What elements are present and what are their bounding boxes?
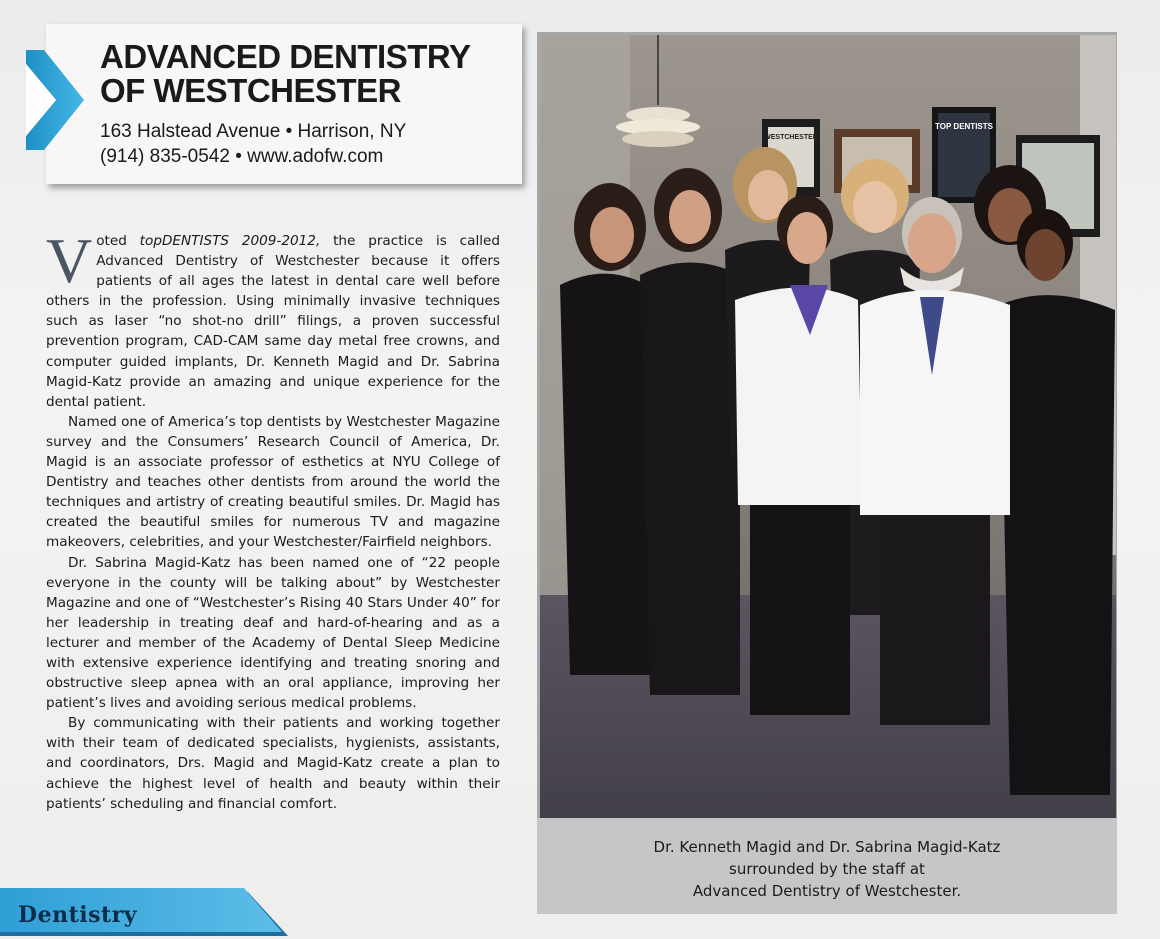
paragraph-3: Dr. Sabrina Magid-Katz has been named one of “22 people everyone in the county will be talking about” by Westchester Magazine and one of “Westchester’s Rising 40 Stars Under 40” for her leadership in treating deaf and hard-of-hearing and as a lecturer and member of the Academy of Dental Sleep Medicine with extensive experience identifying and treating snoring and obstructive sleep apnea with an oral appliance, improving her patient’s lives and avoiding serious medical problems. <box>46 554 500 712</box>
p1-start: oted <box>96 233 140 249</box>
sign-top-dentists: TOP DENTISTS <box>935 122 993 131</box>
chevron-right-icon <box>26 50 84 150</box>
page-title <box>100 40 510 108</box>
photo-illustration <box>540 35 1116 818</box>
sign-westchester: WESTCHESTER <box>764 134 818 141</box>
article-body <box>46 225 500 814</box>
photo-caption <box>537 836 1117 902</box>
drop-cap: V <box>46 225 93 296</box>
p1-emphasis: topDENTISTS 2009-2012, <box>139 233 321 249</box>
address-line: 163 Halstead Avenue • Harrison, NY <box>100 121 407 142</box>
title-line-2: OF WESTCHESTER <box>100 72 402 109</box>
paragraph-2: Named one of America’s top dentists by Westchester Magazine survey and the Consumers’ Research Council of America, Dr. Magid is an associate professor of esthetics at NYU College of Dentistry and teaches other dentists from around the world the techniques and artistry of creating beautiful smiles. Dr. Magid has created the beautiful smiles for numerous TV and magazine makeovers, celebrities, and your Westchester/Fairfield neighbors. <box>46 413 500 551</box>
caption-line-2: surrounded by the staff at <box>729 860 925 878</box>
paragraph-1 <box>46 225 500 412</box>
staff-group-photo <box>540 35 1116 818</box>
title-line-1: ADVANCED DENTISTRY <box>100 38 471 75</box>
p1-rest: the practice is called Advanced Dentistry of Westchester because it offers patients of all ages the latest in dental care well before others in the profession. Using minimally invasive techniques such as laser “no shot-no drill” filings, a proven successful prevention program, CAD-CAM same day metal free crowns, and computer guided implants, Dr. Kenneth Magid and Dr. Sabrina Magid-Katz provide an amazing and unique experience for the dental patient. <box>46 233 500 410</box>
paragraph-4: By communicating with their patients and working together with their team of dedicated specialists, hygienists, assistants, and coordinators, Drs. Magid and Magid-Katz create a plan to achieve the highest level of health and beauty within their patients’ scheduling and financial comfort. <box>46 715 500 812</box>
caption-line-1: Dr. Kenneth Magid and Dr. Sabrina Magid-Katz <box>653 838 1001 856</box>
caption-line-3: Advanced Dentistry of Westchester. <box>692 882 962 900</box>
section-label: Dentistry <box>18 902 138 928</box>
phone-web-line: (914) 835-0542 • www.adofw.com <box>100 146 384 167</box>
